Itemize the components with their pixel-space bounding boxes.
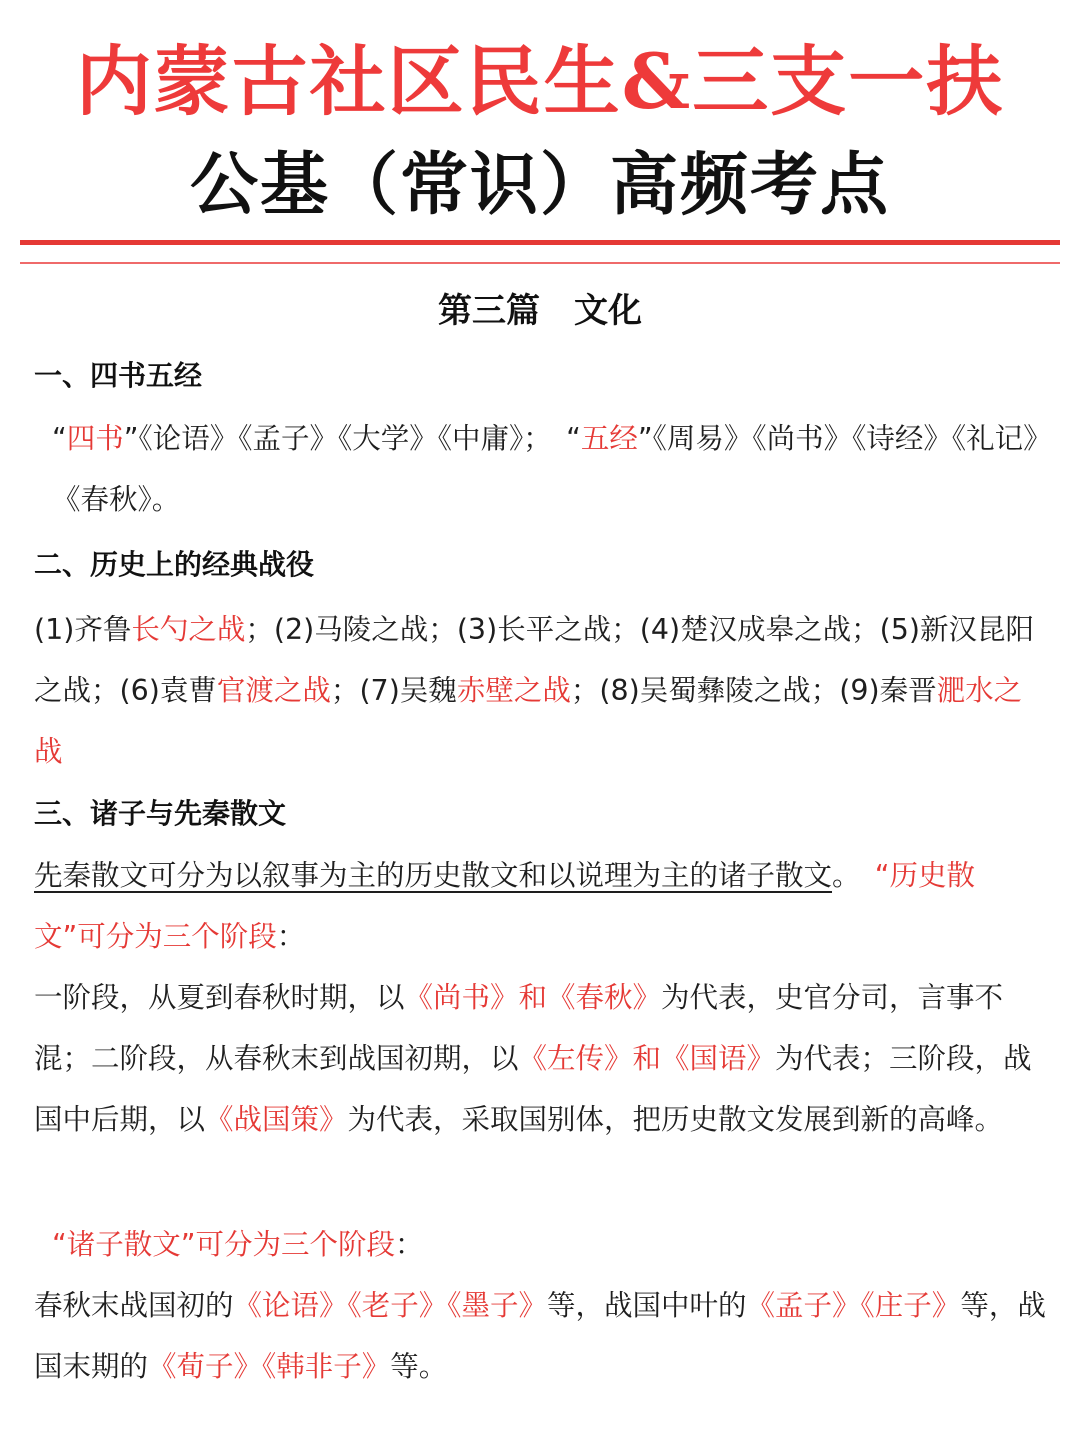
battle-name: 马陵之战 (314, 613, 429, 646)
quote-mark: ” (637, 422, 653, 455)
divider-thin (20, 262, 1060, 264)
battle-name: 官渡之战 (216, 674, 331, 707)
battle-prefix: (6)袁曹 (119, 674, 217, 707)
zhuzi-text: 等。 (390, 1350, 448, 1383)
battle-separator: ； (245, 613, 274, 646)
battle-prefix: (4) (639, 613, 681, 646)
zhuzi-stage2-books: 《孟子》《庄子》 (746, 1289, 961, 1322)
zhuzi-prose-colon: ： (395, 1228, 424, 1261)
paragraph-sishu-wujing (34, 408, 1064, 530)
battle-prefix: (1)齐鲁 (34, 613, 132, 646)
paragraph-zhuzi-label (34, 1214, 1064, 1275)
battle-separator: ； (810, 674, 840, 707)
zhuzi-text: 等，战国中叶的 (547, 1289, 747, 1322)
battle-prefix: (2) (273, 613, 315, 646)
prose-intro-end: 。 (832, 859, 847, 892)
quote-mark: “ (566, 422, 581, 455)
battle-item (457, 613, 640, 646)
stage2-books: 《左传》和《国语》 (518, 1042, 776, 1075)
battle-prefix: (9)秦晋 (839, 674, 937, 707)
battle-name: 长平之战 (497, 613, 612, 646)
battle-separator: ； (91, 674, 120, 707)
battle-separator: ； (330, 674, 360, 707)
battle-name: 长勺之战 (131, 613, 246, 646)
battles-list (34, 599, 1046, 782)
battle-name: 新汉昆阳之战 (34, 613, 1035, 707)
battle-name: 淝水之战 (34, 674, 1023, 768)
zhuzi-text: 春秋末战国初的 (34, 1289, 234, 1322)
divider-thick (20, 240, 1060, 245)
battle-item (640, 613, 880, 646)
paragraph-zhuzi-stages (34, 1275, 1046, 1397)
term-wujing: 五经 (580, 422, 638, 455)
battle-prefix: (3) (456, 613, 498, 646)
stage-text: 为代表；三阶段，战国中后期，以 (34, 1042, 1032, 1136)
history-prose-colon: ： (276, 920, 306, 953)
wujing-books: 《周易》《尚书》《诗经》《礼记》《春秋》。 (52, 422, 1052, 516)
battle-prefix: (5) (879, 613, 920, 646)
section-heading-prose: 三、诸子与先秦散文 (34, 797, 287, 830)
quote-mark: “ (52, 422, 67, 455)
battle-prefix: (8) (599, 674, 640, 707)
page-subtitle: 公基（常识）高频考点 (189, 145, 890, 225)
battle-name: 赤壁之战 (456, 674, 571, 707)
term-sishu: 四书 (66, 422, 124, 455)
zhuzi-stage1-books: 《论语》《老子》《墨子》 (233, 1289, 548, 1322)
battle-separator: ； (611, 613, 640, 646)
zhuzi-stage3-books: 《荀子》《韩非子》 (148, 1350, 391, 1383)
stage-text: 一阶段，从夏到春秋时期，以 (34, 981, 405, 1014)
battle-item (120, 674, 360, 707)
battle-item (599, 674, 839, 707)
quote-mark: ” (123, 422, 139, 455)
stage1-books: 《尚书》和《春秋》 (404, 981, 662, 1014)
sishu-books: 《论语》《孟子》《大学》《中庸》； (138, 422, 538, 455)
battle-item (274, 613, 457, 646)
battle-item (34, 613, 274, 646)
battle-separator: ； (428, 613, 457, 646)
paragraph-prose-intro (34, 845, 1046, 967)
battle-name: 楚汉成皋之战 (680, 613, 852, 646)
page-title: 内蒙古社区民生&三支一扶 (75, 37, 1005, 126)
paragraph-history-stages (34, 967, 1046, 1150)
prose-intro-underlined: 先秦散文可分为以叙事为主的历史散文和以说理为主的诸子散文 (34, 859, 833, 892)
section-heading-sishu-wujing: 一、四书五经 (34, 359, 203, 392)
zhuzi-text: 等，战国末期的 (34, 1289, 1046, 1383)
battle-name: 吴蜀彝陵之战 (639, 674, 811, 707)
battle-separator: ； (570, 674, 600, 707)
stage3-books: 《战国策》 (205, 1103, 348, 1136)
stage-text: 为代表，采取国别体，把历史散文发展到新的高峰。 (347, 1103, 1004, 1136)
zhuzi-prose-label: “诸子散文”可分为三个阶段 (52, 1228, 396, 1261)
stage-text: 为代表，史官分司，言事不混；二阶段，从春秋末到战国初期，以 (34, 981, 1004, 1075)
chapter-heading: 第三篇 文化 (438, 291, 642, 331)
battle-item (359, 674, 599, 707)
section-heading-battles: 二、历史上的经典战役 (34, 548, 315, 581)
history-prose-label: “历史散文”可分为三个阶段 (34, 859, 976, 953)
battle-prefix: (7)吴魏 (359, 674, 457, 707)
battle-separator: ； (851, 613, 880, 646)
